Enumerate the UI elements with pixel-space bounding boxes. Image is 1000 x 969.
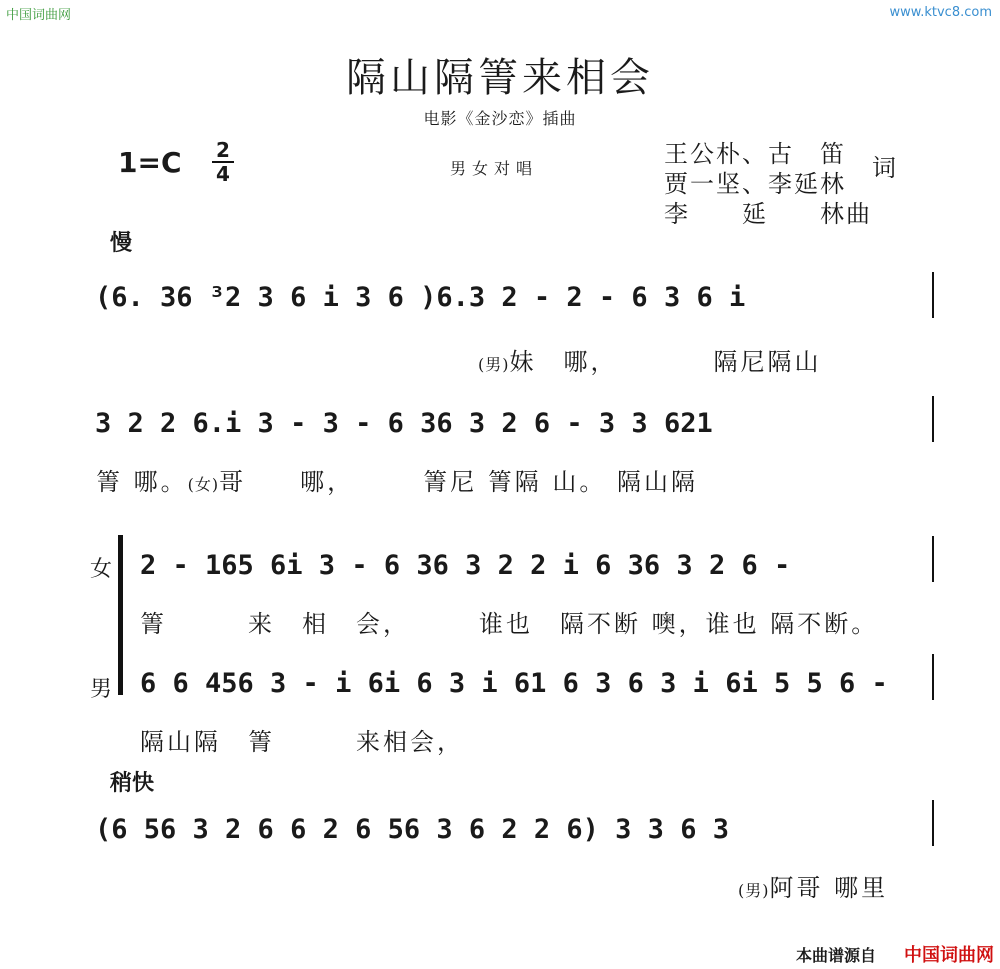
key-signature: 1=C — [118, 146, 182, 179]
bar-line — [932, 272, 934, 318]
voice-tag: (女) — [187, 475, 220, 494]
bar-line — [932, 396, 934, 442]
credit-line-3: 李 延 林曲 — [664, 200, 872, 228]
credit-line-2: 贾一坚、李延林 — [664, 170, 846, 198]
watermark-right: www.ktvc8.com — [889, 5, 992, 20]
credit-ci: 词 — [872, 154, 896, 182]
footer-source: 本曲谱源自 — [796, 946, 877, 965]
lyric-text: 箐 哪。 — [96, 468, 188, 496]
lyric-text: 阿哥 哪里 — [769, 874, 889, 902]
time-top: 2 — [216, 138, 230, 162]
voice-tag: (男) — [478, 355, 510, 374]
notation-row-2: 3 2 2 6.i 3 - 3 - 6 36 3 2 6 - 3 3 621 — [95, 408, 713, 439]
bar-line — [932, 536, 934, 582]
lyric-row-4: 隔山隔 箐 来相会， — [140, 728, 464, 756]
notation-row-4: 6 6 456 3 - i 6i 6 3 i 61 6 3 6 3 i 6i 5 5 6 - — [140, 668, 888, 699]
lyric-text: 哥 哪， 箐尼 箐隔 山。 隔山隔 — [219, 468, 699, 496]
part-female: 女 — [90, 557, 113, 582]
performance-form: 男女对唱 — [450, 159, 539, 178]
lyric-row-2 — [96, 462, 698, 497]
bar-line — [932, 654, 934, 700]
lyric-text: 妹 哪， 隔尼隔山 — [509, 348, 822, 376]
song-subtitle: 电影《金沙恋》插曲 — [423, 109, 577, 128]
tempo-slow: 慢 — [110, 230, 133, 256]
notation-row-3: 2 - 165 6i 3 - 6 36 3 2 2 i 6 36 3 2 6 - — [140, 550, 791, 581]
notation-row-5: (6 56 3 2 6 6 2 6 56 3 6 2 2 6) 3 3 6 3 — [95, 814, 729, 845]
watermark-left: 中国词曲网 — [6, 8, 72, 23]
footer-site: 中国词曲网 — [904, 945, 994, 966]
lyric-row-3: 箐 来 相 会， 谁也 隔不断 噢，谁也 隔不断。 — [140, 610, 879, 638]
song-title: 隔山隔箐来相会 — [346, 55, 654, 101]
voice-tag: (男) — [738, 881, 770, 900]
lyric-row-5 — [738, 868, 888, 903]
tempo-faster: 稍快 — [110, 770, 155, 796]
lyric-row-1 — [478, 342, 822, 377]
time-bottom: 4 — [216, 162, 230, 186]
time-signature — [212, 140, 234, 184]
bar-line — [932, 800, 934, 846]
part-male: 男 — [90, 677, 113, 702]
notation-row-1: (6. 36 ³2 3 6 i 3 6 )6.3 2 - 2 - 6 3 6 i — [95, 282, 746, 313]
duet-bracket — [118, 535, 133, 695]
credit-line-1: 王公朴、古 笛 — [664, 140, 846, 168]
